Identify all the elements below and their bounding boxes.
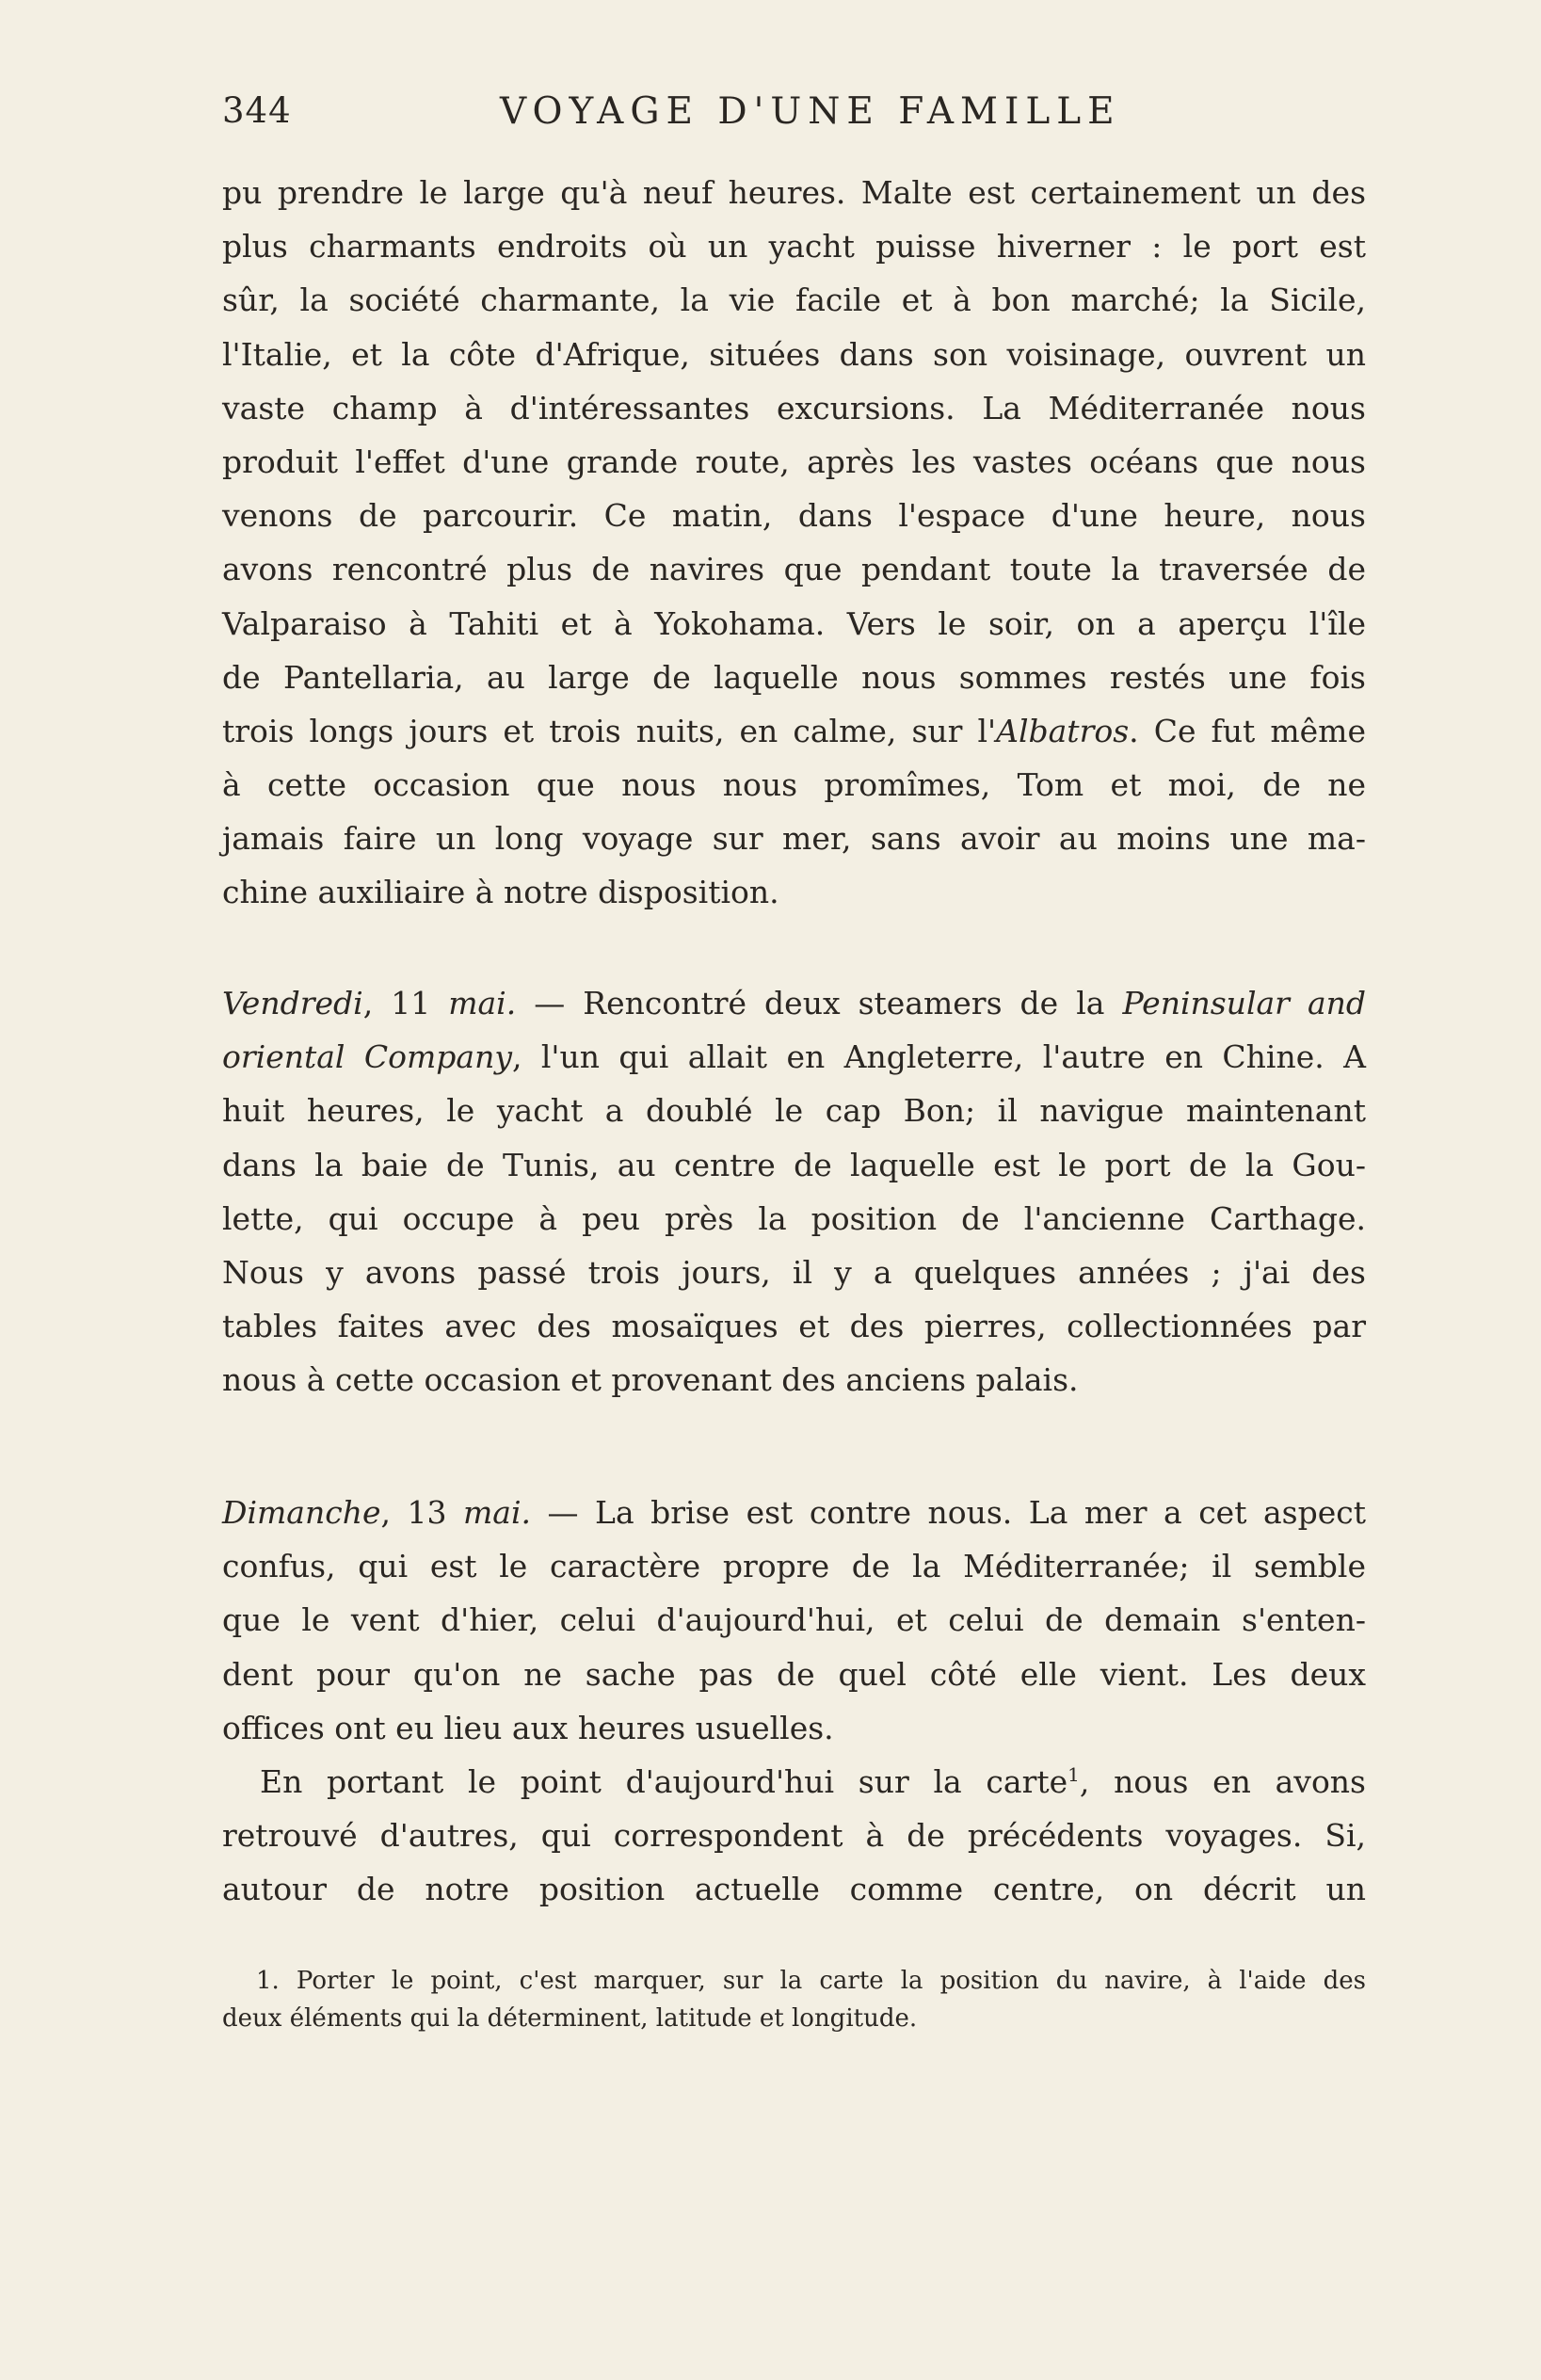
text-line: plus charmants endroits où un yacht puisse hiverner : le port est bbox=[222, 228, 1366, 265]
text-line: avons rencontré plus de navires que pendant toute la traversée de bbox=[222, 551, 1366, 588]
entry-friday bbox=[222, 976, 1366, 1407]
text-line bbox=[222, 1486, 1366, 1539]
text-fragment: En portant le point d'aujourd'hui sur la carte bbox=[260, 1762, 1068, 1800]
footnote-line: 1. Porter le point, c'est marquer, sur la carte la position du navire, à l'aide des bbox=[256, 1967, 1366, 1995]
company-name: Peninsular and bbox=[1122, 985, 1367, 1021]
ship-name: Albatros bbox=[996, 712, 1130, 749]
text-line: venons de parcourir. Ce matin, dans l'espace d'une heure, nous bbox=[222, 497, 1366, 535]
text-line: dans la baie de Tunis, au centre de laquelle est le port de la Gou- bbox=[222, 1146, 1366, 1183]
text-line: produit l'effet d'une grande route, après les vastes océans que nous bbox=[222, 442, 1366, 480]
entry-sunday bbox=[222, 1486, 1366, 1917]
text-line: autour de notre position actuelle comme centre, on décrit un bbox=[222, 1871, 1366, 1908]
text-line: vaste champ à d'intéressantes excursions. La Méditerranée nous bbox=[222, 389, 1366, 426]
text-line: à cette occasion que nous nous promîmes, Tom et moi, de ne bbox=[222, 766, 1366, 804]
text-line: lette, qui occupe à peu près la position de l'ancienne Carthage. bbox=[222, 1199, 1366, 1237]
text-fragment: — Rencontré deux steamers de la bbox=[516, 985, 1123, 1021]
text-line: tables faites avec des mosaïques et des pierres, collectionnées par bbox=[222, 1308, 1366, 1345]
entry-date-day: Vendredi bbox=[222, 985, 363, 1021]
text-line: huit heures, le yacht a doublé le cap Bon; il navigue maintenant bbox=[222, 1092, 1366, 1130]
entry-date-month: mai. bbox=[448, 985, 517, 1021]
text-line: sûr, la société charmante, la vie facile et à bon marché; la Sicile, bbox=[222, 281, 1366, 319]
text-fragment: — La brise est contre nous. La mer a cet aspect bbox=[531, 1494, 1366, 1531]
text-fragment: trois longs jours et trois nuits, en calme, sur l' bbox=[222, 712, 997, 749]
text-line: que le vent d'hier, celui d'aujourd'hui, et celui de demain s'enten- bbox=[222, 1601, 1366, 1639]
entry-date-day: Dimanche bbox=[222, 1494, 381, 1531]
page-number: 344 bbox=[222, 90, 292, 131]
footnote-line: deux éléments qui la déterminent, latitude et longitude. bbox=[222, 2004, 918, 2033]
text-line: retrouvé d'autres, qui correspondent à de précédents voyages. Si, bbox=[222, 1817, 1366, 1855]
text-fragment: . Ce fut même bbox=[1129, 712, 1366, 749]
text-line: nous à cette occasion et provenant des anciens palais. bbox=[222, 1361, 1079, 1399]
text-line: chine auxiliaire à notre disposition. bbox=[222, 874, 779, 911]
footnote-mark: 1 bbox=[1067, 1762, 1080, 1786]
footnote bbox=[222, 1962, 1366, 2037]
text-line: de Pantellaria, au large de laquelle nous sommes restés une fois bbox=[222, 658, 1366, 696]
entry-date-number: , 13 bbox=[380, 1494, 464, 1531]
text-line: confus, qui est le caractère propre de la Méditerranée; il semble bbox=[222, 1548, 1366, 1585]
text-line: Nous y avons passé trois jours, il y a quelques années ; j'ai des bbox=[222, 1253, 1366, 1291]
running-head bbox=[222, 90, 1366, 147]
text-line: Valparaiso à Tahiti et à Yokohama. Vers le soir, on a aperçu l'île bbox=[222, 604, 1366, 642]
text-line: pu prendre le large qu'à neuf heures. Malte est certainement un des bbox=[222, 174, 1366, 211]
text-line bbox=[222, 1030, 1366, 1084]
text-line: dent pour qu'on ne sache pas de quel côté elle vient. Les deux bbox=[222, 1655, 1366, 1693]
text-line bbox=[222, 976, 1366, 1030]
text-fragment: , l'un qui allait en Angleterre, l'autre en Chine. A bbox=[511, 1038, 1366, 1076]
text-line: offices ont eu lieu aux heures usuelles. bbox=[222, 1709, 834, 1746]
entry-date-number: , 11 bbox=[362, 985, 449, 1021]
text-line bbox=[222, 1755, 1366, 1809]
company-name: oriental Company bbox=[222, 1038, 512, 1076]
text-fragment: , nous en avons bbox=[1079, 1762, 1366, 1800]
running-title: VOYAGE D'UNE FAMILLE bbox=[500, 90, 1121, 133]
paragraph-malta bbox=[222, 166, 1366, 920]
entry-date-month: mai. bbox=[463, 1494, 532, 1531]
text-line: l'Italie, et la côte d'Afrique, situées dans son voisinage, ouvrent un bbox=[222, 335, 1366, 373]
text-line: jamais faire un long voyage sur mer, sans avoir au moins une ma- bbox=[222, 820, 1366, 858]
text-line bbox=[222, 704, 1366, 758]
